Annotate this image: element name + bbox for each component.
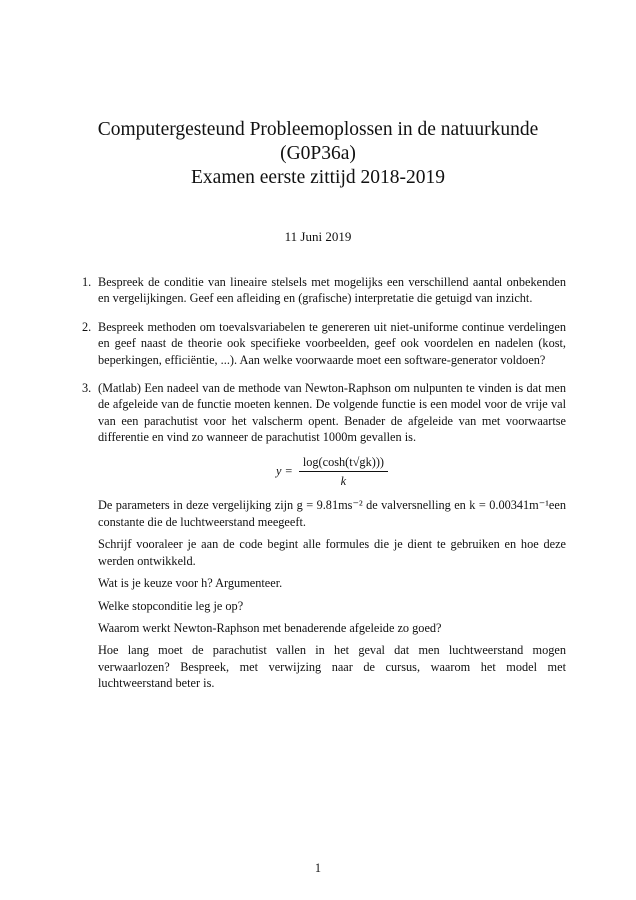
formula-fraction — [299, 454, 388, 490]
question-3 — [82, 380, 566, 692]
question-list — [82, 274, 566, 704]
course-title: Computergesteund Probleemoplossen in de natuurkunde — [97, 119, 539, 140]
formula-lhs: y = — [275, 464, 293, 479]
course-code: (G0P36a) — [280, 143, 356, 164]
question-number: 3. — [82, 381, 92, 396]
question-number: 2. — [82, 319, 92, 334]
subpart-text: Waarom werkt Newton-Raphson met benaderende afgeleide zo goed? — [98, 620, 442, 635]
formula-numerator: log(cosh(t√gk))) — [299, 454, 388, 472]
parameters-text: De parameters in deze vergelijking zijn g = 9.81ms⁻² de valversnelling en k = 0.00341m⁻¹een constante die de luchtweerstand meegeeft. — [98, 498, 566, 529]
formula — [98, 454, 566, 490]
formula-denominator: k — [340, 474, 347, 489]
title-block — [0, 118, 636, 190]
question-2 — [82, 319, 566, 368]
question-intro: (Matlab) Een nadeel van de methode van Newton-Raphson om nulpunten te vinden is dat men de afgeleide van de functie moeten kennen. De volgende functie is een model voor de vrije val van een parachutist voor het valscherm opent. Benader de afgeleide van met voorwaartse differentie en vind zo wanneer de parachutist 1000m gevallen is. — [98, 381, 566, 445]
subpart-text: Welke stopconditie leg je op? — [98, 598, 244, 613]
question-1 — [82, 274, 566, 307]
subpart-text: Wat is je keuze voor h? Argumenteer. — [98, 576, 283, 591]
question-text: Bespreek de conditie van lineaire stelsels met mogelijks een verschillend aantal onbekenden en vergelijkingen. Geef een afleiding en (grafische) interpretatie die getuigd van inzicht. — [98, 275, 566, 306]
exam-session: Examen eerste zittijd 2018-2019 — [191, 167, 445, 188]
page-number: 1 — [314, 861, 322, 875]
exam-date: 11 Juni 2019 — [284, 229, 352, 244]
subpart-text: Schrijf vooraleer je aan de code begint alle formules die je dient te gebruiken en hoe deze werden ontwikkeld. — [98, 537, 566, 568]
subpart-text: Hoe lang moet de parachutist vallen in het geval dat men luchtweerstand mogen verwaarlozen? Bespreek, met verwijzing naar de cursus, waarom het model met luchtweerstand beter is. — [98, 643, 566, 691]
question-number: 1. — [82, 275, 92, 289]
question-text: Bespreek methoden om toevalsvariabelen te genereren uit niet-uniforme continue verdelingen en geef naast de theorie ook specifieke voorbeelden, geef ook voordelen en nadelen (kost, beperkingen, efficiëntie, ...). Aan welke voorwaarde moet een software-generator voldoen? — [98, 319, 566, 367]
